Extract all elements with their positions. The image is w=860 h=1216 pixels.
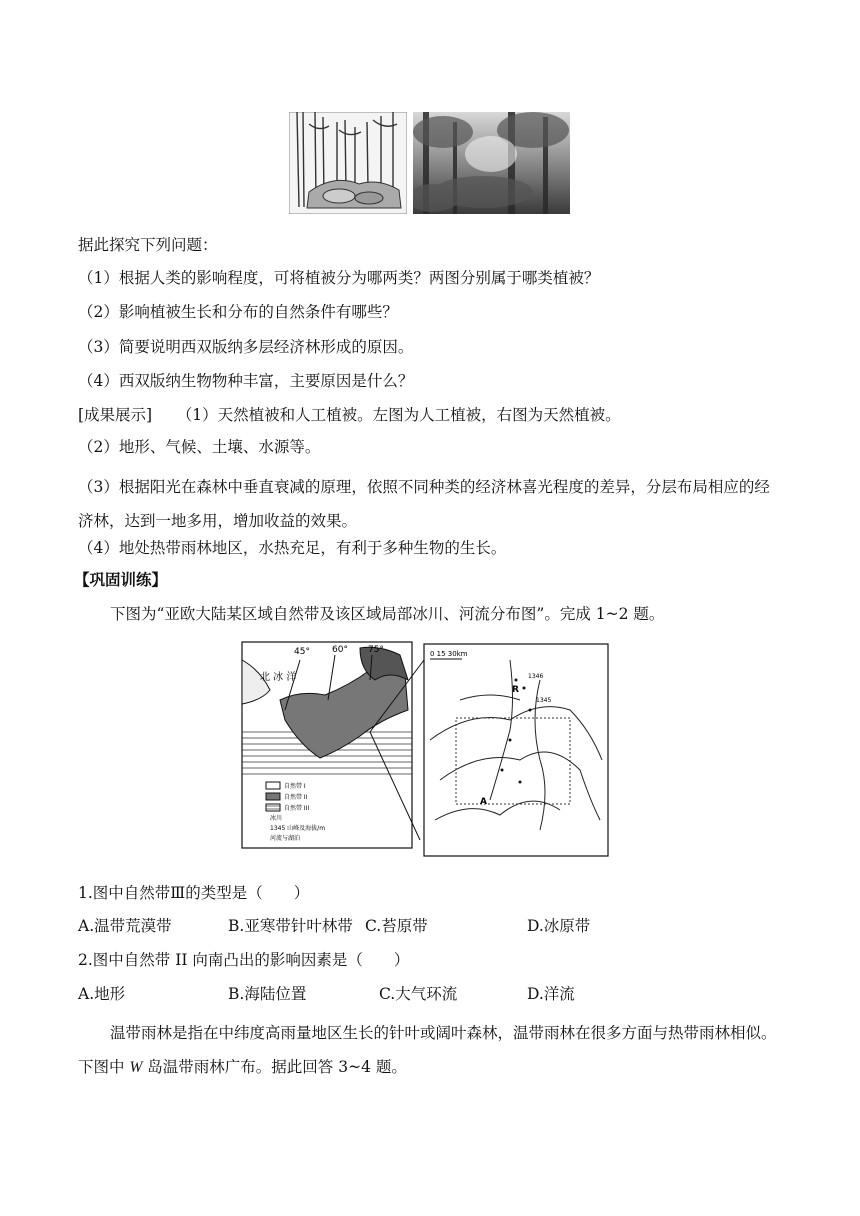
plantation-forest-drawing (289, 112, 407, 214)
q2-option-d: D.洋流 (527, 985, 575, 1003)
question-3: （3）简要说明西双版纳多层经济林形成的原因。 (78, 338, 414, 356)
right-map-panel (424, 644, 608, 856)
result-4: （4）地处热带雨林地区，水热充足，有利于多种生物的生长。 (78, 539, 507, 557)
sea-label: 北 冰 洋 (260, 672, 297, 683)
closing-part1: 温带雨林是指在中纬度高雨量地区生长的针叶或阔叶森林，温带雨林在很多方面与热带雨林相似。下图中 (78, 1024, 777, 1076)
q2-stem: 2.图中自然带 II 向南凸出的影响因素是（ ） (78, 951, 410, 969)
question-4: （4）西双版纳生物物种丰富，主要原因是什么？ (78, 372, 414, 390)
mark-a: A (480, 797, 487, 807)
result-1: （1）天然植被和人工植被。左图为人工植被，右图为天然植被。 (176, 406, 621, 424)
q1-option-c: C.苔原带 (365, 917, 428, 935)
result-3: （3）根据阳光在森林中垂直衰减的原理，依照不同种类的经济林喜光程度的差异，分层布局相应的经济林，达到一地多用，增加收益的效果。 (78, 478, 770, 530)
q2-option-b: B.海陆位置 (228, 985, 307, 1003)
legend-peak: 1345 山峰及海拔/m (270, 825, 326, 832)
closing-paragraph (78, 1016, 784, 1085)
island-w: W (129, 1059, 143, 1076)
closing-part2: 岛温带雨林广布。据此回答 3~4 题。 (142, 1058, 407, 1076)
results-row (78, 404, 621, 426)
question-2: （2）影响植被生长和分布的自然条件有哪些？ (78, 303, 398, 321)
lon-label-75: 75° (368, 645, 384, 655)
q2-option-c: C.大气环流 (379, 985, 458, 1003)
peak-label-2: 1345 (536, 697, 552, 704)
results-label: [成果展示] (78, 406, 153, 424)
region-map-figure (240, 640, 612, 860)
legend-river: 河流与湖泊 (270, 835, 301, 842)
section-title: 【巩固训练】 (74, 570, 168, 589)
legend-zone-1: 自然带 I (284, 783, 306, 790)
legend-zone-2: 自然带 II (284, 794, 308, 801)
lon-label-45: 45° (294, 647, 310, 657)
result-2: （2）地形、气候、土壤、水源等。 (78, 438, 321, 456)
lon-label-60: 60° (332, 645, 348, 655)
peak-label-1: 1346 (528, 673, 544, 680)
question-1: （1）根据人类的影响程度，可将植被分为哪两类？两图分别属于哪类植被？ (78, 269, 600, 287)
rainforest-photo (413, 112, 570, 214)
q2-option-a: A.地形 (78, 985, 126, 1003)
scale-label: 0 15 30km (430, 650, 468, 658)
q1-stem: 1.图中自然带Ⅲ的类型是（ ） (78, 884, 310, 902)
q1-option-d: D.冰原带 (527, 917, 591, 935)
q1-option-a: A.温带荒漠带 (78, 917, 172, 935)
mark-r: R (512, 685, 519, 695)
q1-option-b: B.亚寒带针叶林带 (228, 917, 353, 935)
intro-text: 据此探究下列问题： (78, 236, 218, 254)
map-intro: 下图为“亚欧大陆某区域自然带及该区域局部冰川、河流分布图”。完成 1~2 题。 (110, 605, 665, 623)
legend-glacier: 冰川 (270, 815, 283, 822)
legend-zone-3: 自然带 III (284, 805, 310, 812)
